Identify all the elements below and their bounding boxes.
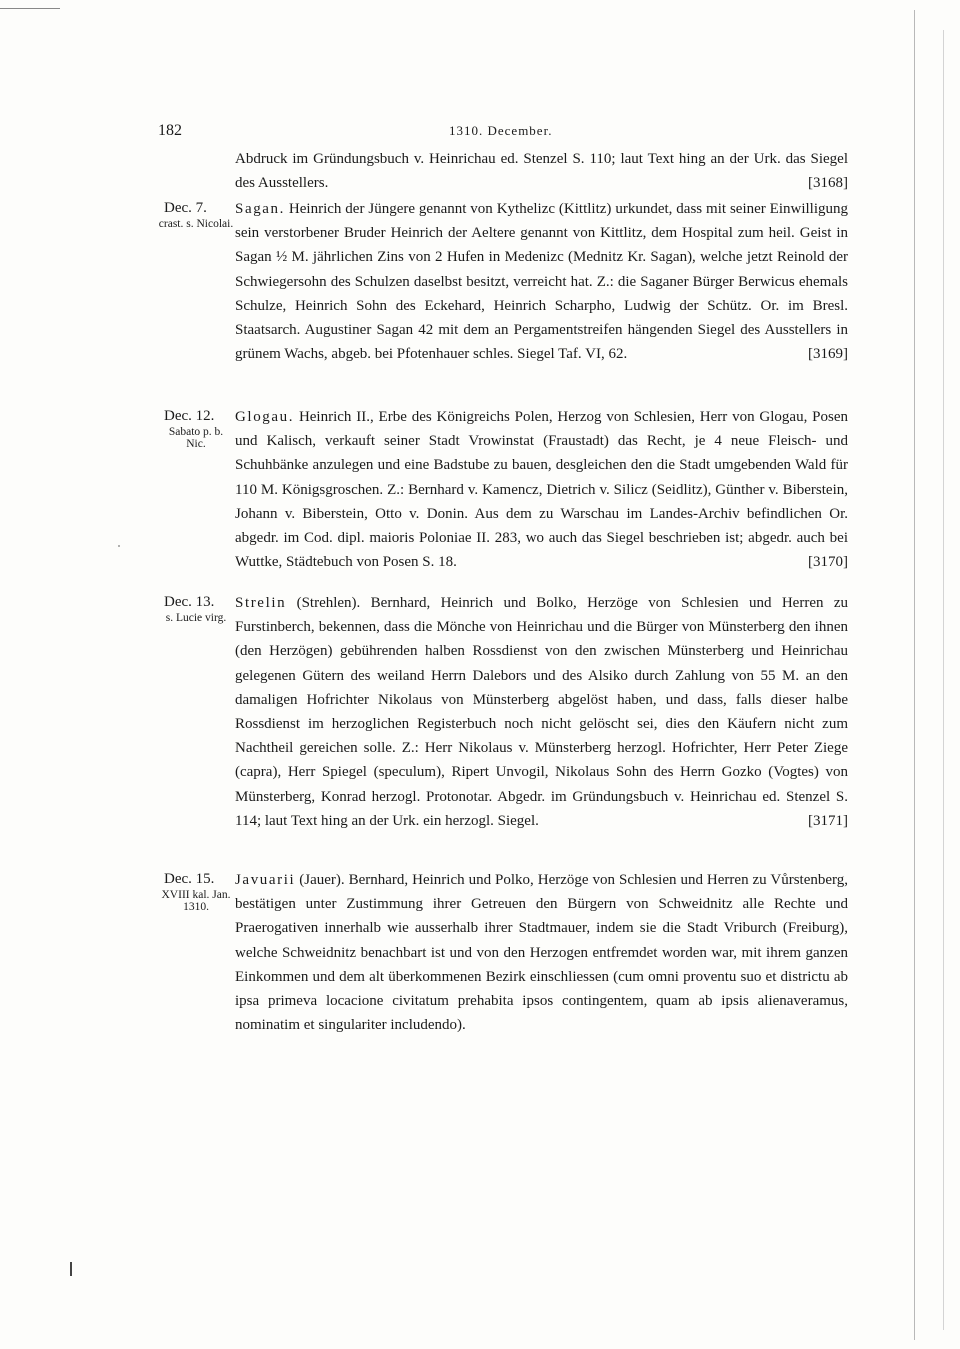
entry-place: Strelin <box>235 595 287 611</box>
entry-margin <box>158 406 234 450</box>
entry-place: Javuarii <box>235 872 296 888</box>
entry-feast-note: XVIII kal. Jan. 1310. <box>161 889 231 913</box>
entry-date: Dec. 13. <box>164 594 215 610</box>
entry-ref: [3170] <box>808 554 848 571</box>
entry-body: (Strehlen). Bernhard, Heinrich und Bolko, Herzöge von Schlesien und Herren zu Furstinberch, bekennen, dass die Mönche von Heinrichau und die Bürger von Münsterberg den ihnen (den Herzögen) gebührenden halben Rossdienst von den zwischen Münsterberg und Heinrichau gelegenen Gütern des weiland Herrn Dalebors und des Alsiko durch Zahlung von 55 M. an den damaligen Hofrichter Nikolaus von Münsterberg abgelöst haben, und dass, falls dieser halbe Rossdienst im herzoglichen Registerbuch noch nicht gelöscht sei, dies den Käufern nicht zum Nachtheil gereichen solle. Z.: Herr Nikolaus v. Münsterberg herzogl. Hofrichter, Herr Peter Ziege (capra), Herr Spiegel (speculum), Ripert Unvogil, Nikolaus Sohn des Herrn Gozko (Vogtes) von Münsterberg, Konrad herzogl. Protonotar. Abgedr. im Gründungsbuch v. Heinrichau ed. Stenzel S. 114; laut Text hing an der Urk. ein herzogl. Siegel. <box>235 595 849 829</box>
entry-ref: [3171] <box>808 812 848 829</box>
entry-margin <box>158 198 234 230</box>
entry-text <box>235 147 848 195</box>
entry-ref: [3169] <box>808 346 848 363</box>
entry-3171 <box>158 591 848 833</box>
entry-3172 <box>158 868 848 1037</box>
scan-mark <box>70 1262 72 1276</box>
entry-text <box>235 868 848 1037</box>
entry-body: Heinrich der Jüngere genannt von Kythelizc (Kittlitz) urkundet, dass mit seiner Einwilligung sein verstorbener Bruder Heinrich der Aeltere genannt von Kittlitz, dem Hospital zum heil. Geist in Sagan ½ M. jährlichen Zins von 2 Hufen in Medenizc (Mednitz Kr. Sagan), welche jetzt Reinold der Schwiegersohn des Schulzen daselbst besitzt, verreicht hat. Z.: die Saganer Bürger Berwicus ehemals Schulze, Heinrich Sohn des Eckehard, Heinrich Scharpho, Ludwig der Schütz. Or. im Bresl. Staatsarch. Augustiner Sagan 42 mit dem an Pergamentstreifen hängenden Siegel des Ausstellers in grünem Wachs, abgeb. bei Pfotenhauer schles. Siegel Taf. VI, 62. <box>235 201 848 363</box>
entry-text <box>235 591 848 833</box>
page-number: 182 <box>158 122 182 139</box>
entry-text <box>235 405 848 574</box>
entry-date: Dec. 12. <box>164 408 215 424</box>
continuation-paragraph <box>158 147 848 195</box>
entry-body: Abdruck im Gründungsbuch v. Heinrichau ed. Stenzel S. 110; laut Text hing an der Urk. das Siegel des Ausstellers. <box>235 151 848 192</box>
entry-feast-note: crast. s. Nicolai. <box>158 218 234 230</box>
entry-margin <box>158 869 234 913</box>
running-head: 1310. December. <box>449 123 553 138</box>
entry-feast-note: s. Lucie virg. <box>165 612 227 624</box>
entry-text <box>235 197 848 366</box>
scan-speck <box>118 545 120 547</box>
entry-margin <box>158 592 234 624</box>
entry-place: Sagan. <box>235 201 286 217</box>
scan-page-edge <box>943 30 944 1330</box>
entry-ref: [3168] <box>808 175 848 192</box>
entry-body: (Jauer). Bernhard, Heinrich und Polko, Herzöge von Schlesien und Herren zu Vůrstenberg, bestätigen unter Zustimmung ihrer Getreuen den Bürgern von Schweidnitz alle Rechte und Praerogativen innerhalb wie ausserhalb ihrer Stadtmauer, indem sie die Stadt Vriburch (Freiburg), welche Schweidnitz benachbart ist und von den Herzogen entfremdet worden war, mit ihrem ganzen Einkommen und dem alt überkommenen Bezirk einschliessen (cum omni proventu suo et districtu ab ipsa primeva locacione civitatum prehabita ipsos contingentem, quam ab ipsis alienaveramus, nominatim et singulariter includendo). <box>235 872 849 1034</box>
entry-feast-note: Sabato p. b. Nic. <box>168 426 224 450</box>
entry-3170 <box>158 405 848 574</box>
entry-3169 <box>158 197 848 366</box>
entry-body: Heinrich II., Erbe des Königreichs Polen, Herzog von Schlesien, Herr von Glogau, Posen und Kalisch, verkauft seiner Stadt Vrowinstat (Fraustadt) das Recht, je 4 neue Fleisch- und Schuhbänke anzulegen und eine Badstube zu bauen, desgleichen den die Stadt umgebenden Wald für 110 M. Königsgroschen. Z.: Bernhard v. Kamencz, Dietrich v. Silicz (Seidlitz), Günther v. Biberstein, Johann v. Biberstein, Otto v. Donin. Aus dem zu Warschau im Landes-Archiv befindlichen Or. abgedr. im Cod. dipl. maioris Poloniae II. 283, wo auch das Siegel beschrieben ist; abgedr. auch bei Wuttke, Städtebuch von Posen S. 18. <box>235 409 848 571</box>
scan-binding-edge <box>914 10 915 1340</box>
entry-place: Glogau. <box>235 409 295 425</box>
entry-date: Dec. 7. <box>164 200 207 216</box>
entry-date: Dec. 15. <box>164 871 215 887</box>
scan-edge-mark <box>0 8 60 9</box>
